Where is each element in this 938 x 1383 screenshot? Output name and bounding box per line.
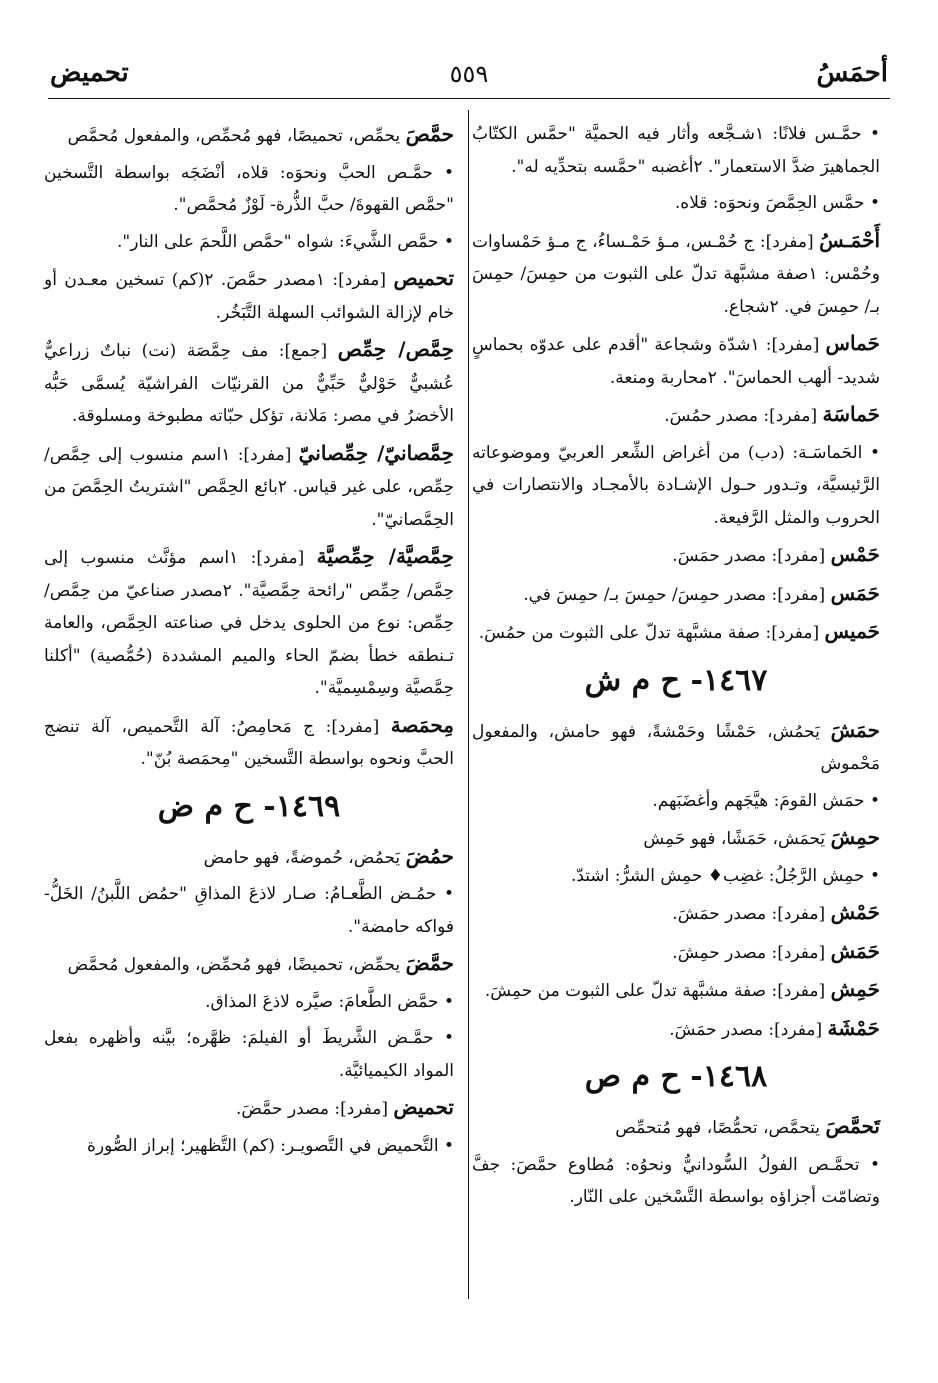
right-column	[472, 118, 880, 1218]
page-header	[50, 58, 888, 98]
definition-line: • حمَّـس فلانًا: ١شـجَّعه وأثار فيه الحميَّة "حمَّس الكتّابُ الجماهيرَ ضدَّ الاستعمار". ٢أغضبه "حمَّسه بتحدِّيه له".	[472, 124, 880, 177]
entry-definition: [مفرد]: ١شدّة وشجاعة "أقدم على عدوّه بحماسٍ شديد- ألهب الحماسَ". ٢محاربة ومنعة.	[472, 335, 880, 388]
entry-definition: [مفرد]: صفة مشبَّهة تدلّ على الثبوت من حمُسَ.	[478, 623, 825, 643]
headword: حمُضَ	[405, 843, 454, 868]
entry-definition: [مفرد]: مصدر حمَشَ.	[672, 904, 831, 924]
headword: حَمِش	[830, 977, 880, 1001]
dictionary-entry	[44, 709, 454, 776]
headword: أَحْمَـسُ	[819, 227, 880, 252]
headword: حَمْش	[830, 900, 880, 924]
definition-line: • حمِش الرَّجُلُ: غضِب♦ حمِش الشرُّ: اشتدّ.	[570, 865, 880, 886]
headword: حَمْس	[830, 542, 880, 566]
definition-line: • التَّحميض في التَّصويـر: (كم) التَّظهير؛ إبراز الصُّورة	[86, 1135, 454, 1156]
headword: حَماسَة	[822, 402, 880, 426]
headword: حِمَّصيَّة/ حِمِّصيَّة	[316, 544, 454, 568]
entry-definition: [مفرد]: ج حُمْـس، مـؤ حَمْـساءُ، ج مـؤ حَمْساوات وحُمْس: ١صفة مشبَّهة تدلّ على الثبوت من حمِسَ/ حمِسَ بـ/ حمِسَ في. ٢شجاع.	[472, 231, 880, 317]
entry-definition: [مفرد]: مصدر حمَّضَ.	[236, 1099, 394, 1119]
entry-definition: [مفرد]: ج مَحامِصُ: آلة التَّحميص، آلة تنضج الحبَّ ونحوه بواسطة التَّسخين "مِحمَصة بُنّ".	[44, 716, 454, 769]
dictionary-entry	[472, 224, 880, 324]
root-heading: ١٤٦٩- ح م ض	[157, 788, 341, 824]
entry-definition: يَحمَش، حَمَشًا، فهو حَمِش	[643, 829, 831, 849]
left-column	[44, 118, 454, 1166]
entry-definition: يتحمَّص، تحمُّصًا، فهو مُتحمِّص	[615, 1118, 826, 1138]
dictionary-entry	[472, 577, 880, 612]
headword: حِمَّصانيّ/ حِمِّصانيّ	[298, 440, 454, 465]
dictionary-entry	[472, 821, 880, 856]
dictionary-entry	[472, 896, 880, 931]
dictionary-entry	[472, 973, 880, 1008]
dictionary-entry	[472, 1110, 880, 1145]
dictionary-entry	[44, 1091, 454, 1126]
headword: حَمَش	[830, 938, 880, 963]
page-number: ٥٥٩	[449, 60, 489, 88]
dictionary-entry	[44, 262, 454, 329]
definition-line: • تحمَّـص الفولُ السُّودانيُّ ونحوُه: مُطاوع حمَّصَ: جفَّ وتضامّت أجزاؤه بواسطة التَّسْخين على النّار.	[472, 1154, 880, 1207]
dictionary-entry	[44, 840, 454, 875]
entry-definition: [مفرد]: مصدر حمَشَ.	[669, 1019, 828, 1040]
headword: حمَّضَ	[405, 951, 454, 975]
entry-definition: يحمِّض، تحميضًا، فهو مُحمِّض، والمفعول مُحمَّض	[67, 955, 406, 975]
dictionary-entry	[472, 398, 880, 433]
headword: مِحمَصة	[390, 712, 454, 737]
headword: حَماس	[825, 331, 880, 355]
headword: حمِشَ	[830, 825, 880, 849]
headword: حمَشَ	[830, 717, 880, 742]
definition-line: • حمَش القومَ: هيَّجَهم وأغضَبَهم.	[652, 790, 880, 811]
entry-definition: [مفرد]: ١مصدر حمَّصَ. ٢(كم) تسخين معـدن أو خام لإزالة الشوائب السهلة التَّبَخُر.	[44, 270, 454, 323]
dictionary-entry	[44, 333, 454, 433]
definition-line: • الحَماسَـة: (دب) من أغراض الشِّعر العربيّ وموضوعاته الرَّئيسيَّة، وتـدور حـول الإشـادة بالأمجـاد والانتصارات في الحروب والمثل الرَّفيعة.	[472, 442, 880, 528]
definition-line: • حمَّص الشَّيءَ: شواه "حمَّص اللَّحمَ على النار".	[116, 231, 454, 252]
header-guide-word-left: تحميض	[50, 58, 129, 88]
header-rule	[48, 98, 890, 99]
headword: حِمَّص/ حِمِّص	[337, 337, 454, 361]
entry-definition: [مفرد]: مصدر حمُسَ.	[664, 406, 823, 426]
entry-definition: [مفرد]: ١اسم مؤنَّث منسوب إلى حِمَّص/ حِمِّص "رائحة حِمَّصيَّة". ٢مصدر صناعيّ من حِمَّص/ حِمِّص: نوع من الحلوى يدخل في صناعته الحِمَّص، والعامة تـنطقه خطأ بضمّ الحاء والميم المشددة (حُمُّصية) "أكلنا حِمَّصيَّة وسِمْسِميَّة".	[44, 548, 454, 698]
root-heading: ١٤٦٧- ح م ش	[584, 662, 768, 698]
headword: حمَّصَ	[405, 122, 454, 146]
entry-definition: [مفرد]: مصدر حمَسَ.	[672, 546, 831, 566]
dictionary-entry	[472, 935, 880, 970]
dictionary-entry	[44, 540, 454, 705]
entry-definition: [مفرد]: مصدر حمِسَ/ حمِسَ بـ/ حمِسَ في.	[523, 584, 831, 605]
dictionary-entry	[472, 1012, 880, 1047]
entry-definition: يحمِّص، تحميصًا، فهو مُحمِّص، والمفعول مُحمَّص	[67, 126, 406, 146]
dictionary-entry	[472, 327, 880, 394]
dictionary-entry	[44, 118, 454, 153]
definition-line: • حمَّس الحِمَّصَ ونحوَه: قلاه.	[674, 193, 880, 213]
entry-definition: يَحمُش، حَمْشًا وحَمْشةً، فهو حامش، والمفعول مَحْموش	[472, 721, 880, 774]
headword: حَمَس	[830, 580, 880, 605]
entry-definition: [مفرد]: مصدر حمِشَ.	[672, 942, 831, 963]
headword: حَمْشَة	[827, 1015, 880, 1040]
entry-definition: يَحمُض، حُموضةً، فهو حامض	[203, 847, 406, 868]
root-heading: ١٤٦٨- ح م ص	[584, 1059, 768, 1094]
dictionary-entry	[44, 437, 454, 537]
definition-line: • حمَّض الطَّعامَ: صيَّره لاذعَ المذاق.	[205, 991, 454, 1012]
headword: حَميس	[824, 619, 880, 643]
header-guide-word-right: أحمَسُ	[816, 58, 888, 88]
entry-definition: [جمع]: مف حِمَّصَة (نت) نباتٌ زراعيٌّ عُشبيٌّ حَوْليٌّ حَبِّيٌّ من القرنيّات الفراشيّة يُسمَّى حَبُّه الأخضرُ في مصر: مَلانة، تؤكل حبّاته مطبوخة ومسلوقة.	[44, 341, 454, 426]
headword: تحميص	[393, 266, 455, 290]
entry-definition: [مفرد]: صفة مشبَّهة تدلّ على الثبوت من حمِشَ.	[484, 981, 831, 1001]
definition-line: • حمَّـض الشَّريطَ أو الفيلمَ: ظهَّره؛ بيَّنه وأظهره بفعل المواد الكيميائيَّة.	[44, 1028, 454, 1081]
definition-line: • حمَّـص الحبَّ ونحوَه: قلاه، أنْضَجَه بواسطة التَّسخين "حمَّص القهوةَ/ حبَّ الذُّرة- لَوْزٌ مُحمَّص".	[44, 162, 454, 215]
dictionary-entry	[472, 615, 880, 650]
headword: تحميض	[393, 1095, 454, 1119]
dictionary-entry	[472, 538, 880, 573]
dictionary-entry	[472, 714, 880, 781]
entry-definition: [مفرد]: ١اسم منسوب إلى حِمَّص/ حِمِّص، على غير قياس. ٢بائع الحِمَّص "اشتريتُ الحِمَّصَ من الحِمَّصانيّ".	[44, 444, 455, 530]
definition-line: • حمُـض الطَّعـامُ: صـار لاذعَ المذاقِ "حمُض اللَّبنُ/ الخَلُّ- فواكه حامضة".	[44, 884, 454, 937]
column-divider	[468, 110, 469, 1299]
dictionary-entry	[44, 947, 454, 982]
headword: تَحمَّصَ	[825, 1114, 880, 1138]
